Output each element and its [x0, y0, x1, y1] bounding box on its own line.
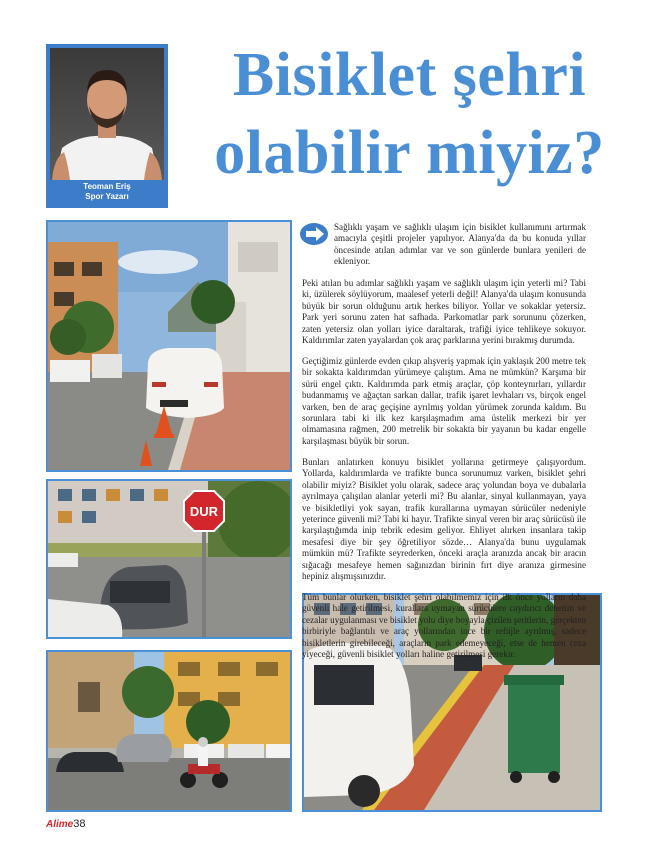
- paragraph-block-2: [302, 278, 586, 346]
- article-title-line1: Bisiklet şehri: [232, 41, 587, 109]
- photo-street-sidewalk: [46, 220, 292, 472]
- arrow-right-icon: [300, 223, 330, 245]
- paragraph-5: Tüm bunlar olurken, bisiklet şehri olabilmemiz için ilk önce yolların daha güvenli hale getirilmesi, kurallara uymayan sürücülere caydırıcı denetim ve cezalar uygulanması ve bisiklet yolu diye boyayla çizilen şeritlerin, gerçekten birbiriyle bağlantılı ve araç yollarından ince bir refüjle ayrılmış, sadece bisikletlerin girebileceği, araçların park edemeyeceği, etse de hemen ceza yiyeceği, güvenli bisiklet yolları haline getirilmesi gerekir.: [302, 592, 586, 660]
- paragraph-1: Sağlıklı yaşam ve sağlıklı ulaşım için bisiklet kullanımını artırmak amacıyla çeşitli projeler yapılıyor. Alanya'da da bu konuda yıllar öncesinde atılan adımlar var ve son günlerde bunlara yenileri de ekleniyor.: [334, 222, 586, 267]
- photo-stop-sign: [46, 479, 292, 639]
- paragraph-4: Bunları anlatırken konuyu bisiklet yollarına getirmeye çalışıyordum. Yollarda, kaldırımlarda ve trafikte bunca sorunumuz varken, bisiklet şehri olabilir miyiz? Bisiklet yolu olarak, sadece araç yolundan boya ve dubalarla ayrılmaya çalışılan alanlar yeterli mi? Bu alanlar, sinyal kullanmayan, yaya ve bisikletliyi yok sayan, trafik kurallarına uymayan sürücüler nedeniyle yeterince güvenli mi? Tabi ki hayır. Trafikte sinyal veren bir araç sürücüsü ile karşılaştığımda inip tebrik edesim geliyor. Ehliyet alırken insanlara takip mesafesi diye bir şey öğretiliyor sözde… Alanya'da bunu uygulamak mümkün mü? Trafikte seyrederken, önceki araçla aranızda ancak bir aracın sığacağı mesafeye hemen sağınızdan birinin fırt diye aranıza girmesine hepiniz alışmışsınızdır.: [302, 457, 586, 582]
- author-box: [46, 44, 168, 208]
- magazine-logo: Alime: [46, 819, 74, 830]
- stop-sign-label: DUR: [189, 504, 219, 519]
- article-title-line2: olabilir miyiz?: [214, 119, 605, 187]
- paragraph-block-3: [302, 356, 586, 447]
- paragraph-intro: [334, 222, 586, 268]
- paragraph-2: Peki atılan bu adımlar sağlıklı yaşam ve sağlıklı ulaşım için yeterli mi? Tabi ki, üzülerek söylüyorum, maalesef yeterli değil! Alanya'da ulaşım konusunda büyük bir sorun olduğunu artık herkes biliyor. Yollar ve sokaklar yetersiz. Park yeri sorunu zaten hat safhada. Parkomatlar park sorununu çözerken, zaten yetersiz olan yolları iyice daraltarak, trafiği iyice tehlikeye sokuyor. Kaldırımlar zaten yayalardan çok araç parklarına yerini bırakmış durumda.: [302, 278, 586, 346]
- page-number: 38: [73, 818, 86, 830]
- photo-motorbike-street: [46, 650, 292, 812]
- author-byline: [46, 182, 168, 202]
- paragraph-block-5: [302, 592, 586, 660]
- author-name: Teoman Eriş: [83, 182, 131, 191]
- page-footer: [46, 818, 85, 830]
- author-photo: [50, 48, 164, 180]
- paragraph-3: Geçtiğimiz günlerde evden çıkıp alışveriş yapmak için yaklaşık 200 metre tek bir sokakta kaldırımdan yürümeye çalıştım. Ama ne mümkün? Karşıma bir sürü engel çıktı. Kaldırımda park etmiş araçlar, çöp konteynırları, yıllardır budanmamış ve ağaçtan sarkan dallar, trafik işaret levhaları vs, birçok engel varken, ben de araç geçişine ayrılmış yoldan yürümek zorunda kaldım. Bu sorunlara tabi ki ilk kez karşılaşmadım ama üstelik merkezi bir yer olmamasına rağmen, 200 metrelik bir sokakta bir yayanın bu kadar engelle karşılaşması büyük bir sorun.: [302, 356, 586, 446]
- paragraph-block-4: [302, 457, 586, 582]
- author-role: Spor Yazarı: [85, 192, 129, 201]
